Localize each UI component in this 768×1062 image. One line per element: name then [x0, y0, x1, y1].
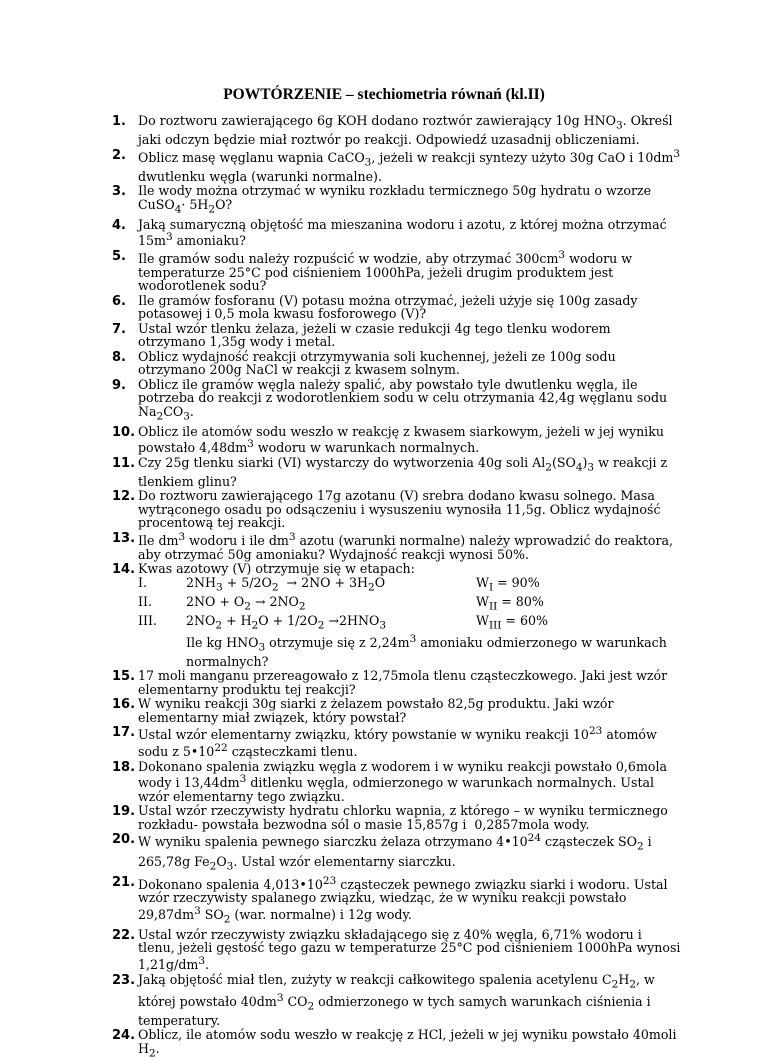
exercise-text: W wyniku spalenia pewnego siarczku żelaza otrzymano $4•10^{24}$ cząsteczek $SO_2$ i 265,78g $Fe_2O_3$. Ustal wzór elementarny siarczku.	[138, 832, 652, 873]
exercise-number: 14.	[112, 562, 136, 578]
exercise-item	[112, 249, 682, 293]
exercise-text: 17 moli manganu przereagowało z 12,75mola tlenu cząsteczkowego. Jaki jest wzór elementarny produktu tej reakcji?	[138, 668, 668, 697]
exercise-text: Ustal wzór rzeczywisty związku składającego się z 40% węgla, 6,71% wodoru i tlenu, jeżeli gęstość tego gazu w temperaturze 25°C pod ciśnieniem 1000hPa wynosi $1,21g/dm^3$.	[138, 926, 681, 973]
exercise-text: Do roztworu zawierającego 6g KOH dodano roztwór zawierający 10g $HNO_3$. Określ jaki odczyn będzie miał roztwór po reakcji. Odpowiedź uzasadnij obliczeniami.	[138, 113, 673, 148]
exercise-list	[112, 114, 682, 1062]
exercise-item	[112, 832, 682, 873]
exercise-text: Oblicz, ile atomów sodu weszło w reakcję z HCl, jeżeli w jej wyniku powstało 40moli $H_2$.	[138, 1027, 677, 1060]
exercise-item	[112, 562, 682, 668]
exercise-item	[112, 114, 682, 147]
exercise-text: Oblicz masę węglanu wapnia CaCO$_3$, jeżeli w reakcji syntezy użyto 30g CaO i $10dm^3$ dwutlenku węgla (warunki normalne).	[138, 147, 681, 184]
exercise-number: 10.	[112, 424, 136, 440]
exercise-number: 22.	[112, 927, 136, 943]
exercise-item	[112, 489, 682, 530]
exercise-text: Ile gramów sodu należy rozpuścić w wodzie, aby otrzymać $300cm^3$ wodoru w temperaturze 25°C pod ciśnieniem 1000hPa, jeżeli drugim produktem jest wodorotlenek sodu?	[138, 248, 633, 294]
exercise-number: 24.	[112, 1028, 136, 1044]
exercise-text: Jaką objętość miał tlen, zużyty w reakcji całkowitego spalenia acetylenu $C_2H_2$, w której powstało $40dm^3$ $CO_2$ odmierzonego w tych samych warunkach ciśnienia i temperatury.	[138, 971, 655, 1028]
exercise-text: Ustal wzór rzeczywisty hydratu chlorku wapnia, z którego – w wyniku termicznego rozkładu- powstała bezwodna sól o masie 15,857g i 0,2857mola wody.	[138, 803, 668, 832]
exercise-number: 6.	[112, 293, 126, 309]
exercise-text: Ile $dm^3$ wodoru i ile $dm^3$ azotu (warunki normalne) należy wprowadzić do reaktora, aby otrzymać 50g amoniaku? Wydajność reakcji wynosi 50%.	[138, 530, 674, 562]
exercise-item	[112, 322, 682, 349]
exercise-number: 11.	[112, 455, 136, 471]
exercise-item	[112, 875, 682, 927]
exercise-number: 9.	[112, 377, 126, 393]
exercise-item	[112, 531, 682, 561]
exercise-item	[112, 218, 682, 248]
exercise-item	[112, 669, 682, 696]
exercise-item	[112, 973, 682, 1028]
exercise-item	[112, 350, 682, 377]
exercise-text: Ile gramów fosforanu (V) potasu można otrzymać, jeżeli użyje się 100g zasady potasowej i 0,5 mola kwasu fosforowego (V)?	[138, 292, 638, 322]
exercise-item	[112, 456, 682, 489]
exercise-number: 7.	[112, 321, 126, 337]
exercise-number: 23.	[112, 972, 136, 988]
exercise-item	[112, 148, 682, 184]
exercise-item	[112, 697, 682, 724]
document-title: POWTÓRZENIE – stechiometria równań (kl.II)	[223, 86, 545, 103]
exercise-text: Ustal wzór tlenku żelaza, jeżeli w czasie redukcji 4g tego tlenku wodorem otrzymano 1,35g wody i metal.	[138, 320, 611, 350]
exercise-text: Ile wody można otrzymać w wyniku rozkładu termicznego 50g hydratu o wzorze CuSO$_4$· $5H_2O$?	[138, 183, 652, 216]
exercise-number: 4.	[112, 217, 126, 233]
exercise-number: 16.	[112, 697, 136, 713]
exercise-number: 2.	[112, 147, 126, 163]
exercise-text: Oblicz ile gramów węgla należy spalić, aby powstało tyle dwutlenku węgla, ile potrzeba do reakcji z wodorotlenkiem sodu w celu otrzymania 42,4g węglanu sodu $Na_2CO_3$.	[138, 376, 668, 423]
exercise-item	[112, 760, 682, 804]
exercise-number: 13.	[112, 530, 136, 546]
exercise-number: 12.	[112, 489, 136, 505]
exercise-number: 19.	[112, 804, 136, 820]
exercise-text: W wyniku reakcji 30g siarki z żelazem powstało 82,5g produktu. Jaki wzór elementarny miał związek, który powstał?	[138, 696, 614, 725]
exercise-text: Jaką sumaryczną objętość ma mieszanina wodoru i azotu, z której można otrzymać $15m^3$ amoniaku?	[138, 216, 667, 249]
exercise-text: Kwas azotowy (V) otrzymuje się w etapach: I. $2NH_3 + 5/2O_2 \to 2NO + 3H_2O$ $W_I = 90\%$ II. $2NO + O_2 \to 2NO_2$ $W_{II} = 80\%$ III. $2NO_2 + H_2O + 1/2O_2 \to 2HNO_3$ $W_{III} = 60\%$ Ile kg $HNO_3$ otrzymuje się z $2,24m^3$ amoniaku odmierzonego w warunkach normalnych?	[138, 561, 667, 669]
exercise-number: 3.	[112, 184, 126, 200]
exercise-text: Ustal wzór elementarny związku, który powstanie w wyniku reakcji $10^{23}$ atomów sodu z $5•10^{22}$ cząsteczkami tlenu.	[138, 725, 657, 760]
exercise-text: Dokonano spalenia $4,013•10^{23}$ cząsteczek pewnego związku siarki i wodoru. Ustal wzór rzeczywisty spalanego związku, wiedząc, że w wyniku reakcji powstało $29,87dm^3$ $SO_2$ (war. normalne) i 12g wody.	[138, 874, 668, 926]
exercise-number: 8.	[112, 349, 126, 365]
exercise-text: Dokonano spalenia związku węgla z wodorem i w wyniku reakcji powstało 0,6mola wody i $13,44dm^3$ ditlenku węgla, odmierzonego w warunkach normalnych. Ustal wzór elementarny tego związku.	[138, 758, 668, 804]
exercise-item	[112, 378, 682, 424]
exercise-text: Czy 25g tlenku siarki (VI) wystarczy do wytworzenia 40g soli $Al_2(SO_4)_3$ w reakcji z tlenkiem glinu?	[138, 454, 668, 489]
exercise-item	[112, 928, 682, 972]
exercise-number: 15.	[112, 669, 136, 685]
exercise-item	[112, 725, 682, 758]
exercise-number: 1.	[112, 114, 126, 129]
exercise-item	[112, 804, 682, 831]
exercise-item	[112, 1028, 682, 1061]
exercise-text: Do roztworu zawierającego 17g azotanu (V) srebra dodano kwasu solnego. Masa wytrąconego osadu po odsączeniu i wysuszeniu wynosiła 11,5g. Oblicz wydajność procentową tej reakcji.	[138, 488, 661, 531]
exercise-item	[112, 184, 682, 217]
exercise-number: 20.	[112, 832, 136, 848]
exercise-number: 17.	[112, 725, 136, 741]
exercise-item	[112, 425, 682, 455]
exercise-number: 18.	[112, 759, 136, 775]
exercise-text: Oblicz ile atomów sodu weszło w reakcję z kwasem siarkowym, jeżeli w jej wyniku powstało $4,48dm^3$ wodoru w warunkach normalnych.	[138, 423, 664, 456]
exercise-number: 21.	[112, 874, 136, 890]
exercise-text: Oblicz wydajność reakcji otrzymywania soli kuchennej, jeżeli ze 100g sodu otrzymano 200g NaCl w reakcji z kwasem solnym.	[138, 348, 616, 378]
exercise-item	[112, 294, 682, 321]
exercise-number: 5.	[112, 248, 126, 264]
